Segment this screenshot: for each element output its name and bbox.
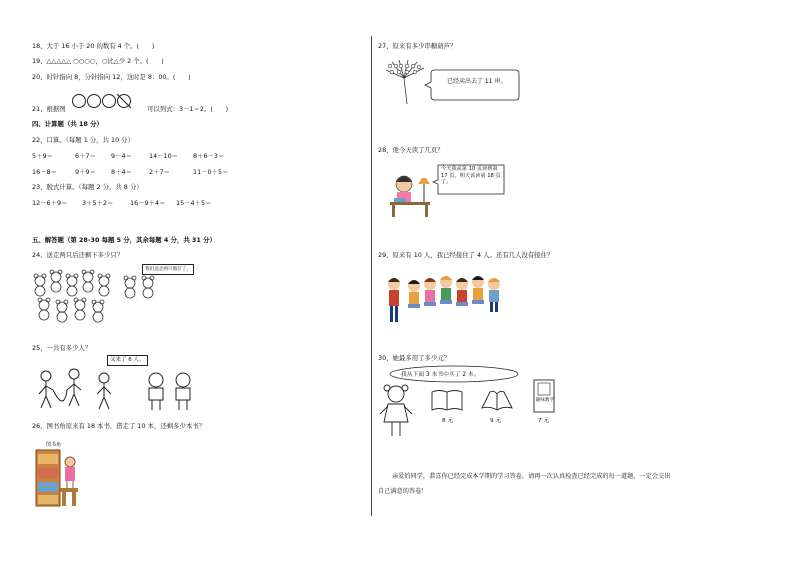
oral-cell: 2＋7＝ [149, 168, 170, 176]
question-29: 29、原来有 10 人，我已经接住了 4 人。还有几人没有接住？ [378, 251, 554, 259]
question-25: 25、一共有多少人？ [32, 344, 92, 352]
oral-cell: 9＋9＝ [75, 168, 96, 176]
closing-message-line-1: 亲爱的同学，恭喜你已经完成本学期的学习答卷，请再一次认真检查已经完成的每一道题，一定会交出 [392, 473, 671, 480]
circle-2 [87, 94, 101, 108]
oral-cell: 11－0＋5＝ [193, 168, 229, 176]
strike-line-icon [115, 92, 133, 110]
oral-cell: 14－10＝ [149, 152, 179, 160]
q27-speech-bubble: 已经卖出去了 11 串。 [447, 78, 507, 85]
girl-illustration [378, 382, 414, 440]
price-book-3: 7 元 [538, 418, 549, 424]
oral-cell: 8＋4＝ [111, 168, 132, 176]
q28-speech-bubble: 今天我从第 10 页读到第 17 页。明天该读第 18 页了。 [441, 166, 501, 186]
question-20: 20、时针指向 8，分针指向 12，这时是 8：00。( ) [32, 73, 191, 81]
question-22: 22、口算。（每题 1 分，共 10 分） [32, 136, 134, 144]
book-1-icon [430, 388, 464, 414]
column-divider [371, 36, 372, 516]
book-corner-label: 图书角 [46, 442, 62, 448]
circle-3 [102, 94, 116, 108]
circle-1 [72, 94, 86, 108]
calc-cell: 16－9＋4＝ [130, 199, 166, 207]
question-21-suffix: 可以列式：3－1＝2。( ) [147, 105, 229, 113]
book-2-icon [480, 388, 514, 414]
oral-cell: 5＋9＝ [32, 152, 53, 160]
oral-cell: 9－4＝ [111, 152, 132, 160]
calc-cell: 15－4＋5＝ [176, 199, 212, 207]
question-24: 24、送走两只后还剩下多少只？ [32, 251, 124, 259]
section-4-heading: 四、计算题（共 18 分） [32, 120, 103, 128]
bookshelf-illustration [34, 448, 84, 510]
closing-message-line-2: 自己满意的答卷！ [378, 488, 428, 495]
oral-cell: 6＋7＝ [75, 152, 96, 160]
q30-speech-bubble: 我从下面 3 本书中买了 2 本。 [401, 372, 480, 378]
book-3-icon [532, 378, 556, 414]
q25-speech-bubble: 又来了 6 人。 [107, 355, 148, 366]
question-30: 30、她最多用了多少元？ [378, 354, 451, 362]
question-23: 23、脱式计算。（每题 2 分，共 8 分） [32, 183, 143, 191]
price-book-1: 8 元 [442, 418, 453, 424]
question-28: 28、他今天读了几页？ [378, 146, 444, 154]
price-book-2: 9 元 [490, 418, 501, 424]
q24-speech-bubble: 我们送走两只熊仔了。 [142, 264, 194, 275]
oral-cell: 8＋6－3＝ [193, 152, 225, 160]
question-27: 27、原来有多少串糖葫芦？ [378, 42, 457, 50]
question-26: 26、图书角原来有 18 本书，借走了 10 本，还剩多少本书？ [32, 422, 206, 430]
question-18: 18、大于 16 小于 20 的数有 4 个。( ) [32, 42, 155, 50]
children-illustration [36, 364, 196, 414]
calc-cell: 12－6＋9＝ [32, 199, 68, 207]
children-line-illustration [384, 268, 502, 328]
question-21-prefix: 21、根据图 [32, 105, 66, 113]
book-title: 趣味数学 [535, 398, 555, 403]
calc-cell: 3＋5＋2＝ [82, 199, 114, 207]
girl-reading-illustration [388, 170, 432, 220]
section-5-heading: 五、解答题（第 28-30 每题 5 分，其余每题 4 分，共 31 分） [32, 236, 216, 244]
question-19: 19、△△△△△ ○○○○，○比△少 2 个。( ) [32, 57, 164, 65]
oral-cell: 16－8＝ [32, 168, 57, 176]
